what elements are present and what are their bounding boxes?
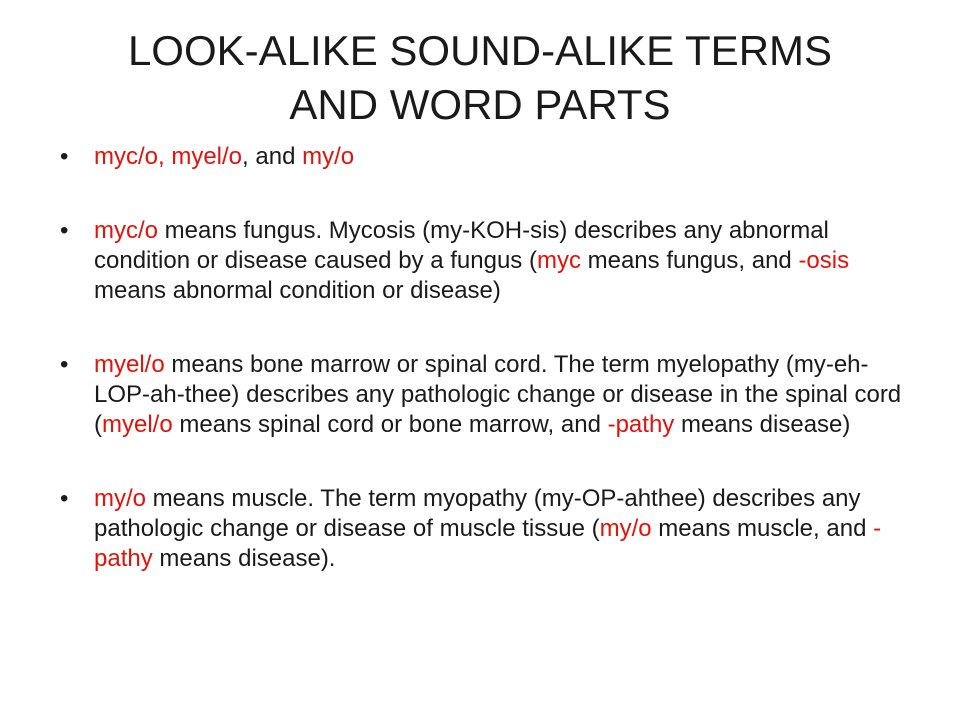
segment: means muscle, and [651,515,874,542]
bullet-item-word-parts [60,142,910,172]
segment: myc/o [94,217,159,244]
segment: means fungus, and [580,247,799,274]
segment: myc [536,247,581,274]
segment: means bone marrow or spinal cord. The term myelopathy (my-eh-LOP-ah-thee) describes any pathologic change or disease in the spinal cord ( [94,351,902,438]
bullet-item-myco [60,216,910,306]
bullet-item-myo [60,484,910,574]
segment: my/o [599,515,652,542]
segment: means muscle. The term myopathy (my-OP-ahthee) describes any pathologic change or disease of muscle tissue ( [94,485,861,542]
slide-title [60,24,900,132]
segment: my/o [302,143,355,170]
bullet-item-myelo [60,350,910,440]
title-line-1: LOOK-ALIKE SOUND-ALIKE TERMS [127,27,833,74]
bullet-list [60,142,910,574]
title-line-2: AND WORD PARTS [289,81,671,128]
bullet-dot-icon: • [60,217,69,244]
segment: means fungus. Mycosis (my-KOH-sis) describes any abnormal condition or disease caused by a fungus ( [94,217,829,274]
segment: my/o [94,485,147,512]
segment: means disease) [674,411,851,438]
bullet-dot-icon: • [60,485,69,512]
segment: , and [242,143,303,170]
segment: myel/o [94,351,165,378]
segment: -osis [798,247,850,274]
segment: means abnormal condition or disease) [94,277,501,304]
segment: -pathy [607,411,675,438]
segment: means spinal cord or bone marrow, and [172,411,608,438]
segment: -pathy [94,515,882,572]
bullet-dot-icon: • [60,351,69,378]
bullet-dot-icon: • [60,143,69,170]
segment: means disease). [152,545,336,572]
segment: myc/o, myel/o [94,143,243,170]
segment: myel/o [102,411,173,438]
